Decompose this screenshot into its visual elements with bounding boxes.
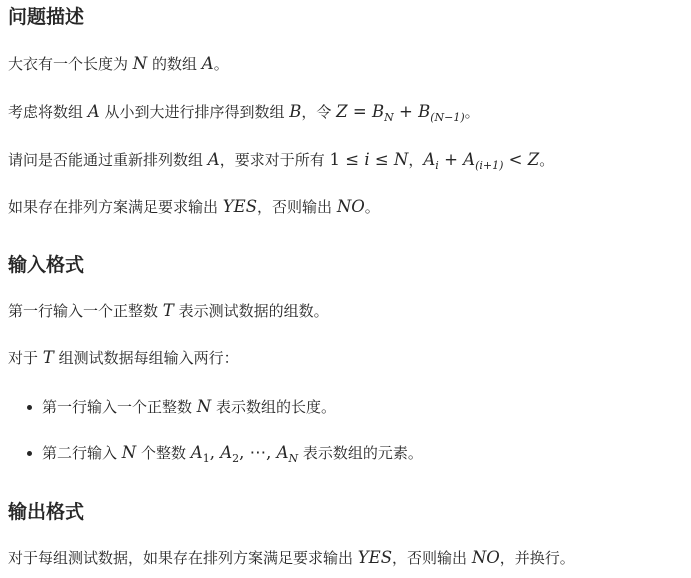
- math-B-N-minus-1: B: [418, 102, 431, 121]
- math-NO: NO: [336, 197, 365, 216]
- math-T: T: [42, 348, 54, 367]
- heading-problem-description: 问题描述: [8, 6, 85, 28]
- bullet-dot: [27, 405, 32, 410]
- problem-para-3: 请问是否能通过重新排列数组 A，要求对于所有 1 ≤ i ≤ N，$A_i + A_{(i+1)} < Z$。: [8, 150, 555, 172]
- input-para-2: 对于 T 组测试数据每组输入两行：: [8, 348, 239, 367]
- math-A: A: [201, 54, 214, 73]
- heading-output-format: 输出格式: [8, 501, 85, 523]
- list-item: 第二行输入 N 个整数 $A_1$, $A_2$, ⋯, $A_N$ 表示数组的元素。: [8, 442, 423, 488]
- problem-para-4: 如果存在排列方案满足要求输出 YES，否则输出 NO。: [8, 197, 380, 216]
- output-para-1: 对于每组测试数据，如果存在排列方案满足要求输出 YES，否则输出 NO，并换行。: [8, 548, 575, 567]
- input-para-1: 第一行输入一个正整数 T 表示测试数据的组数。: [8, 301, 329, 320]
- math-B-N: B: [371, 102, 385, 121]
- math-A-i: A: [423, 150, 436, 169]
- math-N: N: [132, 54, 148, 73]
- math-A-i-plus-1: A: [463, 150, 476, 169]
- math-Z: Z: [336, 102, 348, 121]
- heading-input-format: 输入格式: [8, 254, 85, 276]
- input-bullet-list: [8, 396, 423, 488]
- problem-para-1: 大衣有一个长度为 N 的数组 A。: [8, 54, 229, 73]
- math-T: T: [162, 301, 174, 320]
- math-A: A: [87, 102, 100, 121]
- problem-para-2: 考虑将数组 A 从小到大进行排序得到数组 B，令 $Z = B_N + B_{(N-1)}$。: [8, 102, 480, 124]
- bullet-dot: [27, 451, 32, 456]
- math-A: A: [207, 150, 220, 169]
- math-B: B: [289, 102, 302, 121]
- list-item: 第一行输入一个正整数 N 表示数组的长度。: [8, 396, 423, 442]
- math-YES: YES: [222, 197, 258, 216]
